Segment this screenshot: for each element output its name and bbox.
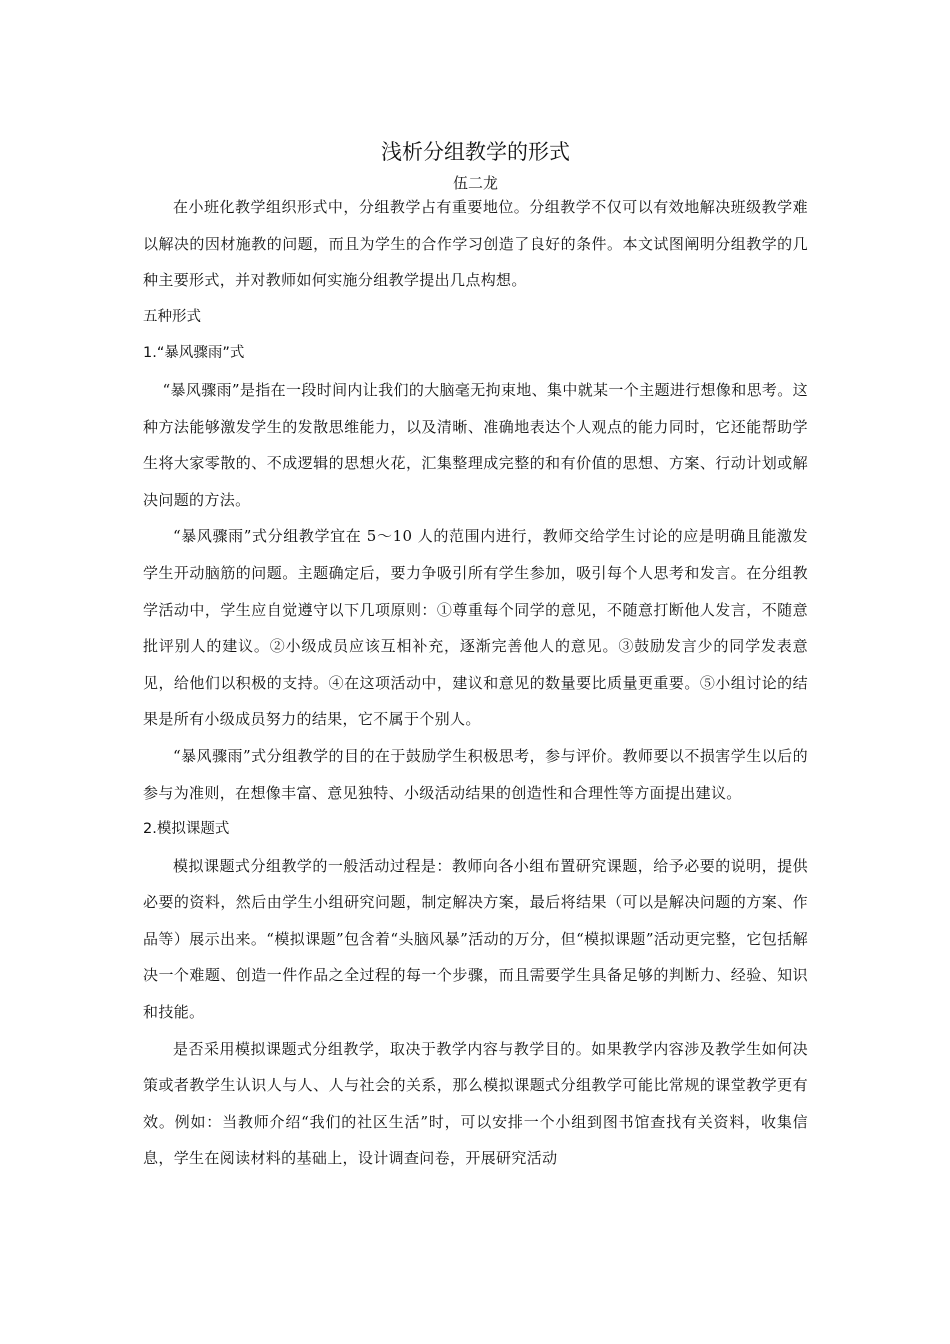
document-body — [143, 135, 808, 1177]
body-paragraph: “暴风骤雨”式分组教学宜在 5～10 人的范围内进行，教师交给学生讨论的应是明确且能激发学生开动脑筋的问题。主题确定后，要力争吸引所有学生参加，吸引每个人思考和发言。在分组教学活动中，学生应自觉遵守以下几项原则：①尊重每个同学的意见，不随意打断他人发言，不随意批评别人的建议。②小级成员应该互相补充，逐渐完善他人的意见。③鼓励发言少的同学发表意见，给他们以积极的支持。④在这项活动中，建议和意见的数量要比质量更重要。⑤小组讨论的结果是所有小级成员努力的结果，它不属于个别人。 — [143, 527, 808, 729]
body-paragraph: “暴风骤雨”是指在一段时间内让我们的大脑毫无拘束地、集中就某一个主题进行想像和思考。这种方法能够激发学生的发散思维能力，以及清晰、准确地表达个人观点的能力同时，它还能帮助学生将大家零散的、不成逻辑的思想火花，汇集整理成完整的和有价值的思想、方案、行动计划或解决问题的方法。 — [143, 380, 808, 509]
document-title: 浅析分组教学的形式 — [381, 140, 570, 164]
section-heading: 五种形式 — [143, 308, 201, 325]
body-paragraph: 是否采用模拟课题式分组教学，取决于教学内容与教学目的。如果教学内容涉及教学生如何决策或者教学生认识人与人、人与社会的关系，那么模拟课题式分组教学可能比常规的课堂教学更有效。例如：当教师介绍“我们的社区生活”时，可以安排一个小组到图书馆查找有关资料，收集信息，学生在阅读材料的基础上，设计调查问卷，开展研究活动 — [143, 1039, 808, 1168]
body-paragraph: “暴风骤雨”式分组教学的目的在于鼓励学生积极思考，参与评价。教师要以不损害学生以后的参与为准则，在想像丰富、意见独特、小级活动结果的创造性和合理性等方面提出建议。 — [143, 746, 808, 802]
body-paragraph: 模拟课题式分组教学的一般活动过程是：教师向各小组布置研究课题，给予必要的说明，提供必要的资料，然后由学生小组研究问题，制定解决方案，最后将结果（可以是解决问题的方案、作品等）展示出来。“模拟课题”包含着“头脑风暴”活动的万分，但“模拟课题”活动更完整，它包括解决一个难题、创造一件作品之全过程的每一个步骤，而且需要学生具备足够的判断力、经验、知识和技能。 — [143, 856, 808, 1022]
subsection-heading-1: 1.“暴风骤雨”式 — [143, 345, 245, 362]
document-author: 伍二龙 — [452, 174, 498, 192]
subsection-heading-2: 2.模拟课题式 — [143, 821, 230, 838]
abstract-paragraph: 在小班化教学组织形式中，分组教学占有重要地位。分组教学不仅可以有效地解决班级教学难以解决的因材施教的问题，而且为学生的合作学习创造了良好的条件。本文试图阐明分组教学的几种主要形式，并对教师如何实施分组教学提出几点构想。 — [143, 198, 808, 290]
